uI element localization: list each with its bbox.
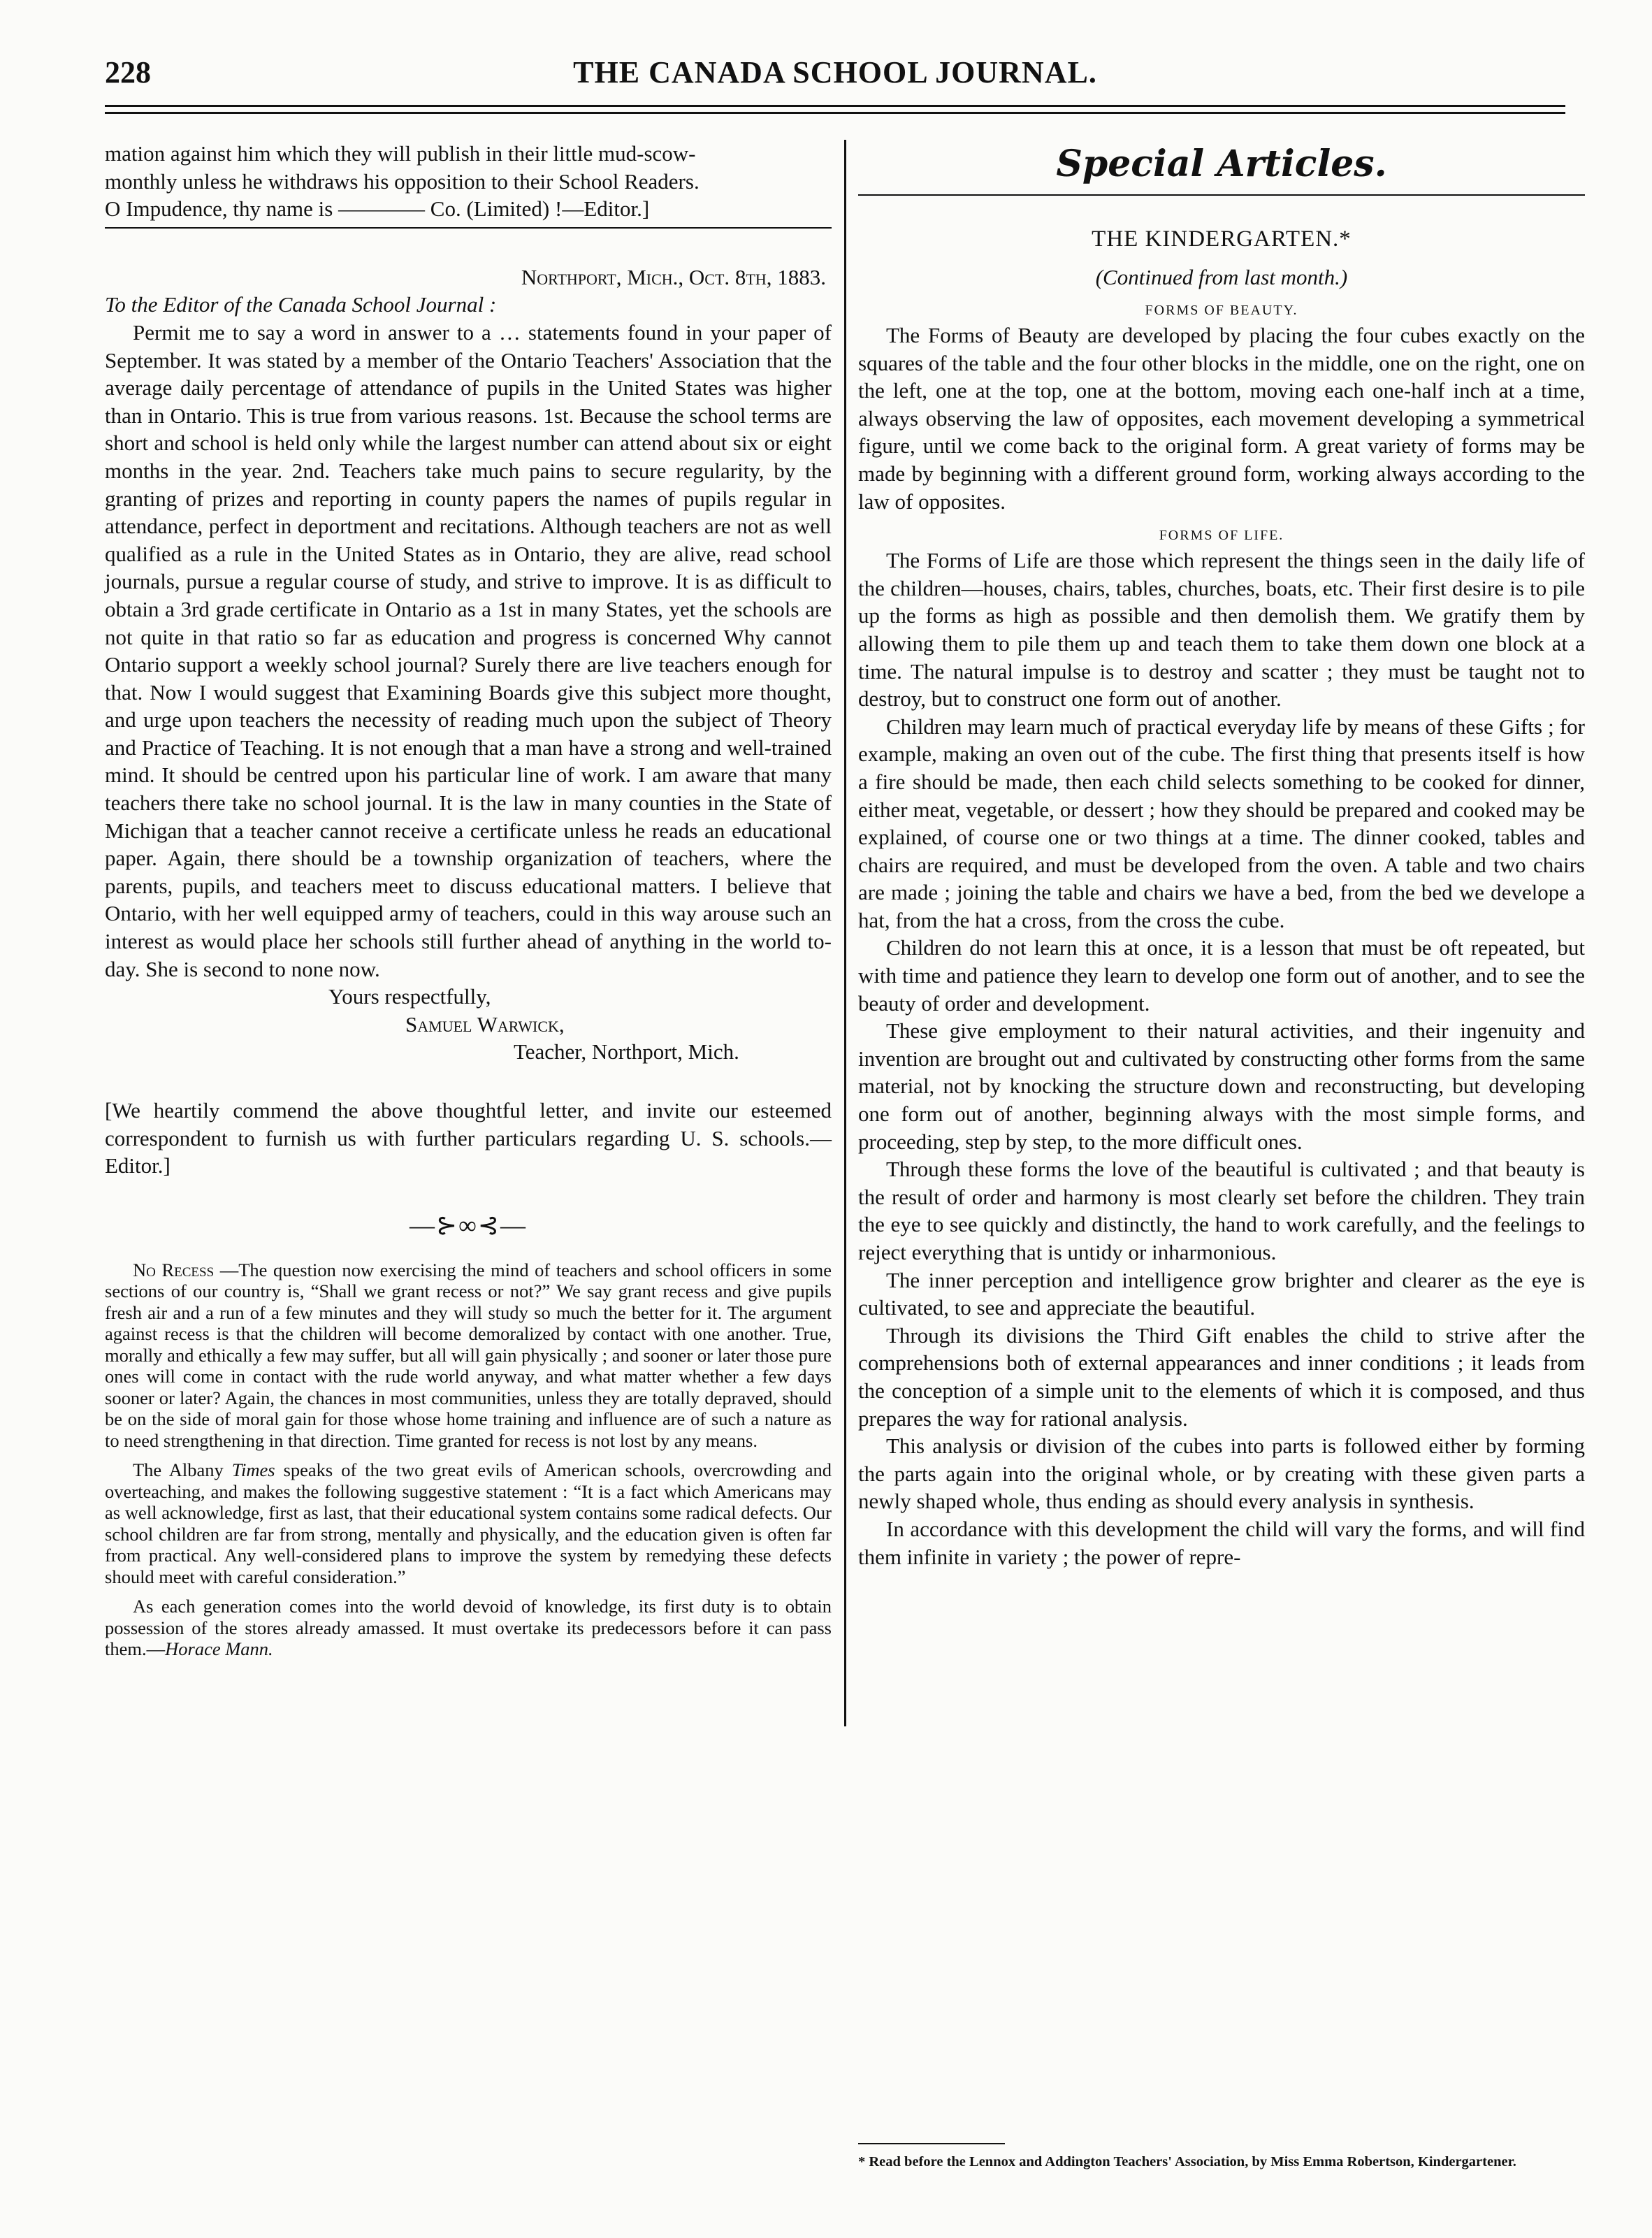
letter-dateline: Northport, Mich., Oct. 8th, 1883. [521,264,826,289]
article-paragraph: This analysis or division of the cubes into parts is followed either by forming the parts again into the original whole, or by creating with these given parts a newly shaped whole, thus ending as should every analysis in synthesis. [858,1434,1585,1514]
right-column [858,140,1585,1571]
mann-text: As each generation comes into the world devoid of knowledge, its first duty is to obtain possession of the stores already amassed. It must overtake its predecessors before it can pass them.— [105,1596,832,1660]
no-recess-lead: No Recess [133,1259,215,1280]
albany-text-1: The Albany [133,1459,232,1481]
no-recess-paragraph [105,1259,832,1452]
article-subtitle: (Continued from last month.) [1095,265,1348,289]
section-rule [858,194,1585,196]
continuation-line: mation against him which they will publish in their little mud-scow- [105,141,696,166]
page-header [105,55,1565,96]
albany-times-paragraph [105,1459,832,1587]
letter-signature: Samuel Warwick, [405,1011,565,1037]
albany-times-name: Times [231,1459,275,1481]
journal-title: THE CANADA SCHOOL JOURNAL. [573,55,1097,89]
editor-note: [We heartily commend the above thoughtful letter, and invite our esteemed correspondent to furnish us with further particulars regarding U. S. schools.—Editor.] [105,1098,832,1178]
header-rule-top [105,105,1565,107]
no-recess-text: —The question now exercising the mind of teachers and school officers in some sections of our country is, “Shall we grant recess or not?” We say grant recess and give pupils fresh air and a run of a few minutes and they will study so much the better for it. The argument against recess is that the children will become demoralized by contact with one another. True, morally and ethically a few may suffer, but all will gain physically ; and sooner or later those pure ones will come in contact with the rude world anyway, and what matter whether a few days sooner or later? Again, the chances in most communities, unless they are totally depraved, should be on the side of moral gain for those whose home training and influence are of such a nature as to need strengthening in that direction. Time granted for recess is not lost by any means. [105,1259,832,1451]
albany-text-2: speaks of the two great evils of American schools, overcrowding and overteaching, and makes the following suggestive statement : “It is a fact which Americans may as well acknowledge, first as last, that their educational system contains some radical defects. Our school children are far from strong, mentally and physically, and the education given is often far from practical. Any well-considered plans to improve the system by remedying these defects should meet with careful consideration.” [105,1459,832,1587]
footnote-rule [858,2143,1005,2144]
article-paragraph: The Forms of Life are those which represent the things seen in the daily life of the children—houses, chairs, tables, churches, boats, etc. Their first desire is to pile up the forms as high as possible and then demolish them. We gratify them by allowing them to pile them up and teach them to take them down one block at a time. The natural impulse is to destroy and scatter ; they must be taught not to destroy, but to construct one form out of another. [858,548,1585,712]
left-column [105,140,832,1660]
article-title: THE KINDERGARTEN.* [1092,226,1352,252]
column-divider [844,140,846,1726]
letter-salutation: To the Editor of the Canada School Journal : [105,292,497,317]
article-paragraph: These give employment to their natural activities, and their ingenuity and invention are brought out and cultivated by constructing other forms from the same material, not by knocking the structure down and reconstructing, but developing one form out of another, beginning always with the most simple forms, and proceeding, step by step, to the more difficult ones. [858,1018,1585,1154]
article-paragraph: Through its divisions the Third Gift enables the child to strive after the comprehensions both of external appearances and inner conditions ; it leads from the conception of a simple unit to the elements of which it is composed, and thus prepares the way for rational analysis. [858,1322,1585,1431]
subhead-forms-of-beauty: FORMS OF BEAUTY. [1145,303,1298,318]
letter-closing: Yours respectfully, [328,984,491,1009]
mann-author: Horace Mann. [165,1638,273,1660]
article-paragraph: The Forms of Beauty are developed by placing the four cubes exactly on the squares of the table and the four other blocks in the middle, one on the right, one on the left, one at the top, one at the bottom, moving each one-half inch at a time, always observing the law of opposites, each movement developing a symmetrical figure, until we come back to the original form. A great variety of forms may be made by beginning with a different ground form, working always according to the law of opposites. [858,323,1585,514]
continuation-line: O Impudence, thy name is ———— Co. (Limited) !—Editor.] [105,196,650,222]
continuation-rule [105,227,832,229]
continuation-line: monthly unless he withdraws his opposition to their School Readers. [105,168,700,194]
article-paragraph: The inner perception and intelligence grow brighter and clearer as the eye is cultivated, to see and appreciate the beautiful. [858,1267,1585,1320]
ornament-divider: —⊱∞⊰— [410,1211,527,1239]
footnote: * Read before the Lennox and Addington Teachers' Association, by Miss Emma Robertson, Kindergartener. [858,2154,1516,2170]
article-paragraph: Through these forms the love of the beautiful is cultivated ; and that beauty is the result of order and harmony is most clearly set before the children. They train the eye to see quickly and distinctly, the hand to work carefully, and the feelings to reject everything that is untidy or inharmonious. [858,1157,1585,1264]
page-number: 228 [105,55,151,89]
horace-mann-quote [105,1596,832,1660]
article-paragraph: In accordance with this development the child will vary the forms, and will find them infinite in variety ; the power of repre- [858,1516,1585,1569]
header-rule-bottom [105,112,1565,114]
section-title: Special Articles. [1056,143,1387,185]
letter-body: Permit me to say a word in answer to a … statements found in your paper of September. It was stated by a member of the Ontario Teachers' Association that the average daily percentage of attendance of pupils in the United States was higher than in Ontario. This is true from various reasons. 1st. Because the school terms are short and school is held only while the largest number can attend about six or eight months in the year. 2nd. Teachers take much pains to secure regularity, by the granting of prizes and reporting in county papers the names of pupils regular in attendance, perfect in deportment and recitations. Although teachers are not as well qualified as a rule in the United States as in Ontario, they are alive, read school journals, pursue a regular course of study, and strive to improve. It is as difficult to obtain a 3rd grade certificate in Ontario as a 1st in many States, yet the schools are not quite in that ratio so far as education and progress is concerned Why cannot Ontario support a weekly school journal? Surely there are live teachers enough for that. Now I would suggest that Examining Boards give this subject more thought, and urge upon teachers the necessity of reading much upon the subject of Theory and Practice of Teaching. It is not enough that a man have a strong and well-trained mind. It should be centred upon his particular line of work. I am aware that many teachers there take no school journal. It is the law in many counties in the State of Michigan that a teacher cannot receive a certificate unless he reads an educational paper. Again, there should be a township organization of teachers, where the parents, pupils, and teachers meet to discuss educational matters. I believe that Ontario, with her well equipped army of teachers, could in this way arouse such an interest as would place her schools still further ahead of anything in the world to-day. She is second to none now. [105,319,832,981]
article-paragraph: Children may learn much of practical everyday life by means of these Gifts ; for example, making an oven out of the cube. The first thing that presents itself is how a fire should be made, then each child selects something to be cooked for dinner, either meat, vegetable, or dessert ; how they should be prepared and cooked may be explained, of course one or two things at a time. The dinner cooked, tables and chairs are required, and must be developed from the oven. A table and two chairs are made ; joining the table and chairs we have a bed, from the bed we develope a hat, from the hat a cross, from the cross the cube. [858,714,1585,932]
subhead-forms-of-life: FORMS OF LIFE. [1159,528,1284,544]
letter-signer-title: Teacher, Northport, Mich. [514,1039,739,1064]
article-paragraph: Children do not learn this at once, it is a lesson that must be oft repeated, but with time and patience they learn to develop one form out of another, and to see the beauty of order and development. [858,935,1585,1016]
